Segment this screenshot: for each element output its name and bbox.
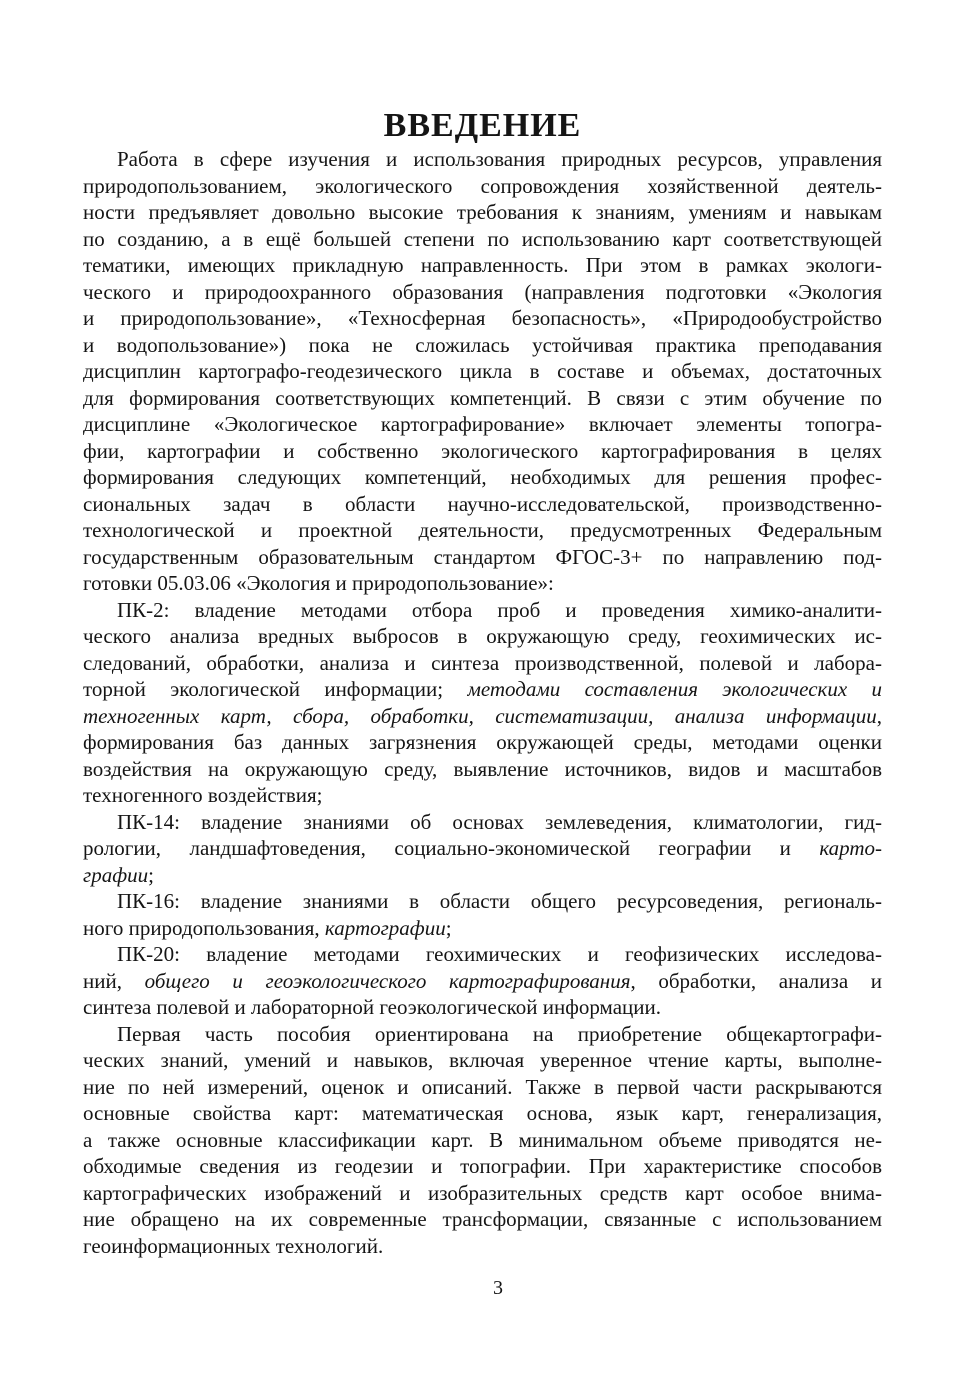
text-line: [83, 438, 882, 465]
text-run: ного природопользования,: [83, 915, 325, 940]
text-line: [83, 1100, 882, 1127]
text-run: ние по ней измерений, оценок и описаний. Также в первой части раскрываются: [83, 1074, 882, 1099]
text-line: [83, 146, 882, 173]
text-run: воздействия на окружающую среду, выявление источников, видов и масштабов: [83, 756, 882, 781]
text-line: [83, 1047, 882, 1074]
text-run: ческого и природоохранного образования (направления подготовки «Экология: [83, 279, 882, 304]
text-run: рологии, ландшафтоведения, социально-экономической географии и: [83, 836, 820, 860]
text-line: [83, 491, 882, 518]
text-run: Работа в сфере изучения и использования природных ресурсов, управления: [117, 147, 882, 171]
text-line: [83, 1180, 882, 1207]
text-run: технологической и проектной деятельности, предусмотренных Федеральным: [83, 518, 882, 542]
text-line: [83, 1021, 882, 1048]
text-run: ческого анализа вредных выбросов в окружающую среду, геохимических ис-: [83, 624, 882, 648]
text-line: [83, 332, 882, 359]
text-line: [83, 809, 882, 836]
text-run: ческих знаний, умений и навыков, включая уверенное чтение карты, выполне-: [83, 1048, 882, 1072]
text-run: ние обращено на их современные трансформации, связанные с использованием: [83, 1207, 882, 1231]
text-run: ПК-14: владение знаниями об основах землеведения, климатологии, гид-: [117, 809, 882, 834]
page-number: 3: [493, 1277, 503, 1299]
text-line: [83, 597, 882, 624]
text-line: [83, 199, 882, 226]
italic-text-run: методами составления экологических и: [467, 677, 882, 701]
body-text: [83, 146, 882, 1259]
text-line: [83, 1074, 882, 1101]
text-run: , обработки, анализа и: [630, 968, 883, 993]
text-run: фии, картографии и собственно экологического картографирования в целях: [83, 438, 882, 463]
text-run: картографических изображений и изобразительных средств карт особое внима-: [83, 1180, 882, 1205]
text-line: [83, 385, 882, 412]
text-run: дисциплине «Экологическое картографирование» включает элементы топогра-: [83, 412, 882, 436]
text-run: геоинформационных технологий.: [83, 1233, 384, 1258]
text-line: [83, 941, 882, 968]
text-run: следований, обработки, анализа и синтеза производственной, полевой и лабора-: [83, 650, 882, 675]
text-line: [83, 544, 882, 571]
text-run: и водопользование») пока не сложилась устойчивая практика преподавания: [83, 332, 882, 357]
text-run: синтеза полевой и лабораторной геоэкологической информации.: [83, 995, 661, 1019]
text-run: Первая часть пособия ориентирована на приобретение общекартографи-: [117, 1021, 882, 1046]
text-line: [83, 279, 882, 306]
text-line: [83, 1127, 882, 1154]
text-run: и природопользование», «Техносферная безопасность», «Природообустройство: [83, 306, 882, 330]
text-line: [83, 623, 882, 650]
text-line: [83, 888, 882, 915]
text-run: ,: [876, 703, 882, 728]
text-run: ПК-20: владение методами геохимических и геофизических исследова-: [117, 942, 882, 966]
text-line: [83, 729, 882, 756]
italic-text-run: общего и геоэкологического картографирования: [144, 968, 631, 993]
text-line: [83, 835, 882, 862]
text-run: природопользованием, экологического сопровождения хозяйственной деятель-: [83, 173, 882, 198]
text-line: [83, 968, 882, 995]
italic-text-run: картографии: [324, 915, 446, 940]
text-line: [83, 226, 882, 253]
italic-text-run: техногенных карт, сбора, обработки, систематизации, анализа информации: [83, 703, 877, 728]
text-run: готовки 05.03.06 «Экология и природопользование»:: [83, 571, 554, 595]
text-line: [83, 411, 882, 438]
text-line: [83, 1233, 882, 1260]
text-line: [83, 358, 882, 385]
text-run: а также основные классификации карт. В минимальном объеме приводятся не-: [83, 1127, 882, 1152]
text-line: [83, 173, 882, 200]
text-run: ;: [445, 915, 452, 940]
text-run: формирования следующих компетенций, необходимых для решения профес-: [83, 465, 882, 489]
text-line: [83, 676, 882, 703]
text-run: ний,: [83, 968, 145, 993]
page-title: ВВЕДЕНИЕ: [383, 106, 582, 144]
text-run: тематики, имеющих прикладную направленность. При этом в рамках экологи-: [83, 253, 882, 277]
text-line: [83, 305, 882, 332]
text-run: по созданию, а в ещё большей степени по использованию карт соответствующей: [83, 226, 882, 251]
text-line: [83, 915, 882, 942]
text-line: [83, 252, 882, 279]
text-line: [83, 1206, 882, 1233]
text-line: [83, 862, 882, 889]
text-run: для формирования соответствующих компетенций. В связи с этим обучение по: [83, 385, 882, 410]
text-line: [83, 994, 882, 1021]
text-line: [83, 1153, 882, 1180]
italic-text-run: карто-: [819, 836, 882, 860]
text-line: [83, 570, 882, 597]
text-run: торной экологической информации;: [83, 677, 468, 701]
text-run: государственным образовательным стандартом ФГОС-3+ по направлению под-: [83, 544, 882, 569]
text-run: дисциплин картографо-геодезического цикла в составе и объемах, достаточных: [83, 359, 882, 383]
text-run: формирования баз данных загрязнения окружающей среды, методами оценки: [83, 730, 882, 754]
text-run: техногенного воздействия;: [83, 783, 323, 807]
text-line: [83, 650, 882, 677]
text-run: обходимые сведения из геодезии и топографии. При характеристике способов: [83, 1154, 882, 1178]
text-line: [83, 464, 882, 491]
text-run: ПК-2: владение методами отбора проб и проведения химико-аналити-: [117, 597, 882, 622]
text-run: основные свойства карт: математическая основа, язык карт, генерализация,: [83, 1101, 882, 1125]
italic-text-run: графии: [83, 862, 149, 887]
text-run: сиональных задач в области научно-исследовательской, производственно-: [83, 491, 882, 516]
text-line: [83, 703, 882, 730]
text-line: [83, 517, 882, 544]
text-run: ;: [148, 862, 154, 887]
text-run: ности предъявляет довольно высокие требования к знаниям, умениям и навыкам: [83, 200, 882, 224]
text-line: [83, 782, 882, 809]
text-run: ПК-16: владение знаниями в области общего ресурсоведения, региональ-: [117, 889, 882, 913]
text-line: [83, 756, 882, 783]
